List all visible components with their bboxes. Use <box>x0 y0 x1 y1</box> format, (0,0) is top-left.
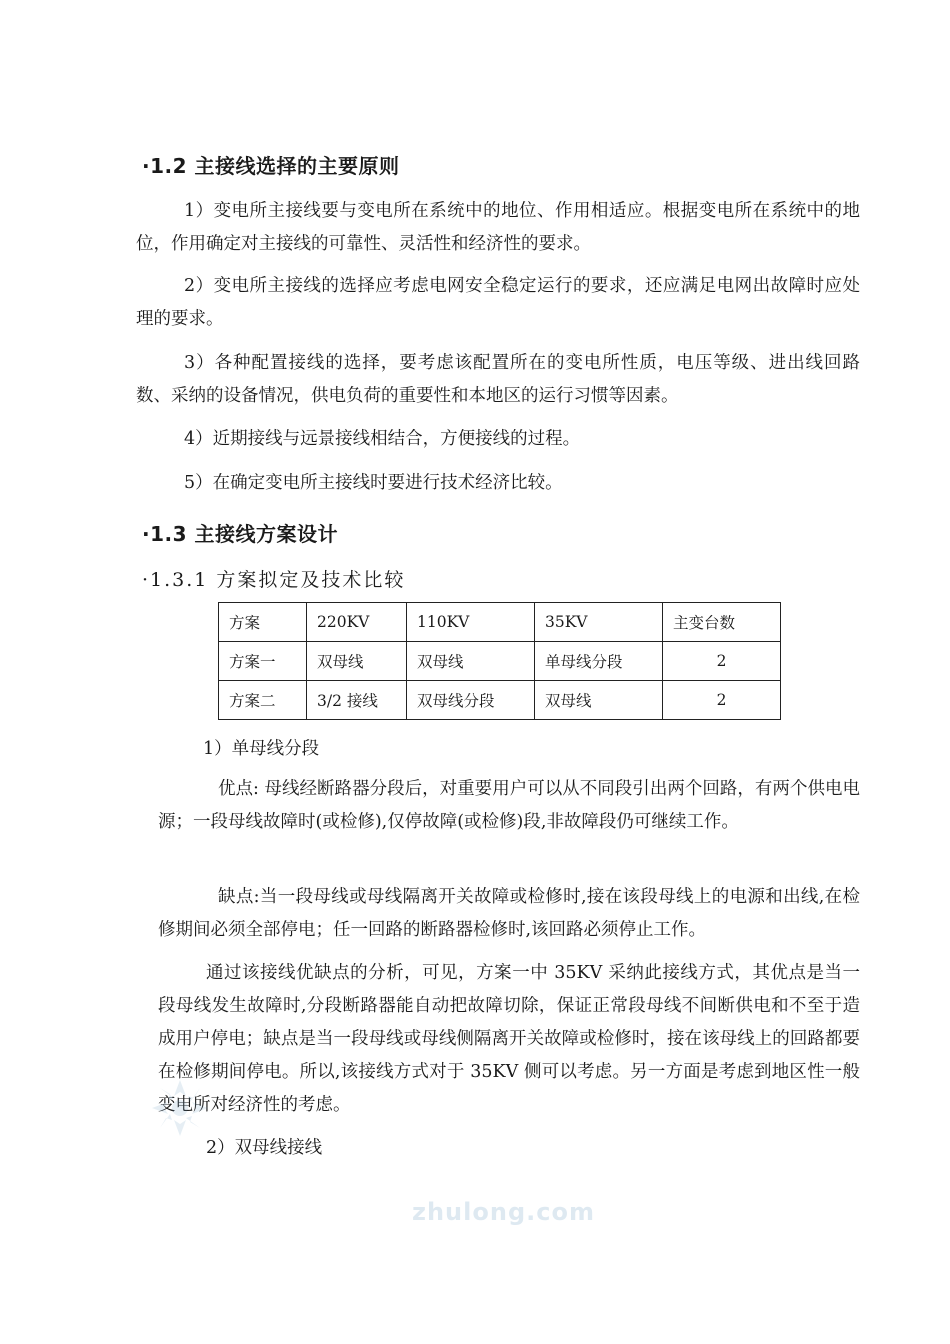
table-cell: 方案一 <box>219 642 307 681</box>
principle-5: 5）在确定变电所主接线时要进行技术经济比较。 <box>184 473 563 493</box>
table-cell: 2 <box>663 642 781 681</box>
single-bus-cons: 缺点:当一段母线或母线隔离开关故障或检修时,接在该段母线上的电源和出线,在检修期间必须全部停电；任一回路的断路器检修时,该回路必须停止工作。 <box>158 887 860 940</box>
table-header-cell: 35KV <box>535 603 663 642</box>
heading-1-3-1: ·1.3.1 方案拟定及技术比较 <box>142 569 406 591</box>
table-cell: 双母线分段 <box>407 681 535 720</box>
table-cell: 2 <box>663 681 781 720</box>
table-row <box>219 681 781 720</box>
heading-1-2: ·1.2 主接线选择的主要原则 <box>142 154 400 178</box>
table-cell: 方案二 <box>219 681 307 720</box>
scheme-comparison-table <box>218 602 781 720</box>
single-bus-title: 1）单母线分段 <box>203 739 320 759</box>
table-header-cell: 方案 <box>219 603 307 642</box>
watermark-snowflake-icon <box>150 1078 210 1138</box>
table-header-cell: 110KV <box>407 603 535 642</box>
table-cell: 单母线分段 <box>535 642 663 681</box>
table-header-row <box>219 603 781 642</box>
heading-1-3: ·1.3 主接线方案设计 <box>142 522 338 546</box>
principle-4: 4）近期接线与远景接线相结合，方便接线的过程。 <box>184 429 581 449</box>
table-row <box>219 642 781 681</box>
watermark-text: zhulong.com <box>412 1198 595 1226</box>
principle-3: 3）各种配置接线的选择，要考虑该配置所在的变电所性质，电压等级、进出线回路数、采纳的设备情况，供电负荷的重要性和本地区的运行习惯等因素。 <box>136 353 860 406</box>
principle-1: 1）变电所主接线要与变电所在系统中的地位、作用相适应。根据变电所在系统中的地位，作用确定对主接线的可靠性、灵活性和经济性的要求。 <box>136 201 860 254</box>
principle-2: 2）变电所主接线的选择应考虑电网安全稳定运行的要求，还应满足电网出故障时应处理的要求。 <box>136 276 860 329</box>
table-header-cell: 220KV <box>307 603 407 642</box>
table-cell: 双母线 <box>535 681 663 720</box>
single-bus-pros: 优点: 母线经断路器分段后，对重要用户可以从不同段引出两个回路，有两个供电电源；一段母线故障时(或检修),仅停故障(或检修)段,非故障段仍可继续工作。 <box>158 779 860 832</box>
table-cell: 双母线 <box>407 642 535 681</box>
table-header-cell: 主变台数 <box>663 603 781 642</box>
single-bus-analysis: 通过该接线优缺点的分析，可见，方案一中 35KV 采纳此接线方式，其优点是当一段母线发生故障时,分段断路器能自动把故障切除，保证正常段母线不间断供电和不至于造成用户停电；缺点是当一段母线或母线侧隔离开关故障或检修时，接在该母线上的回路都要在检修期间停电。所以,该接线方式对于 35KV 侧可以考虑。另一方面是考虑到地区性一般变电所对经济性的考虑。 <box>158 963 860 1115</box>
table-cell: 双母线 <box>307 642 407 681</box>
double-bus-title: 2）双母线接线 <box>206 1138 323 1158</box>
table-cell: 3/2 接线 <box>307 681 407 720</box>
